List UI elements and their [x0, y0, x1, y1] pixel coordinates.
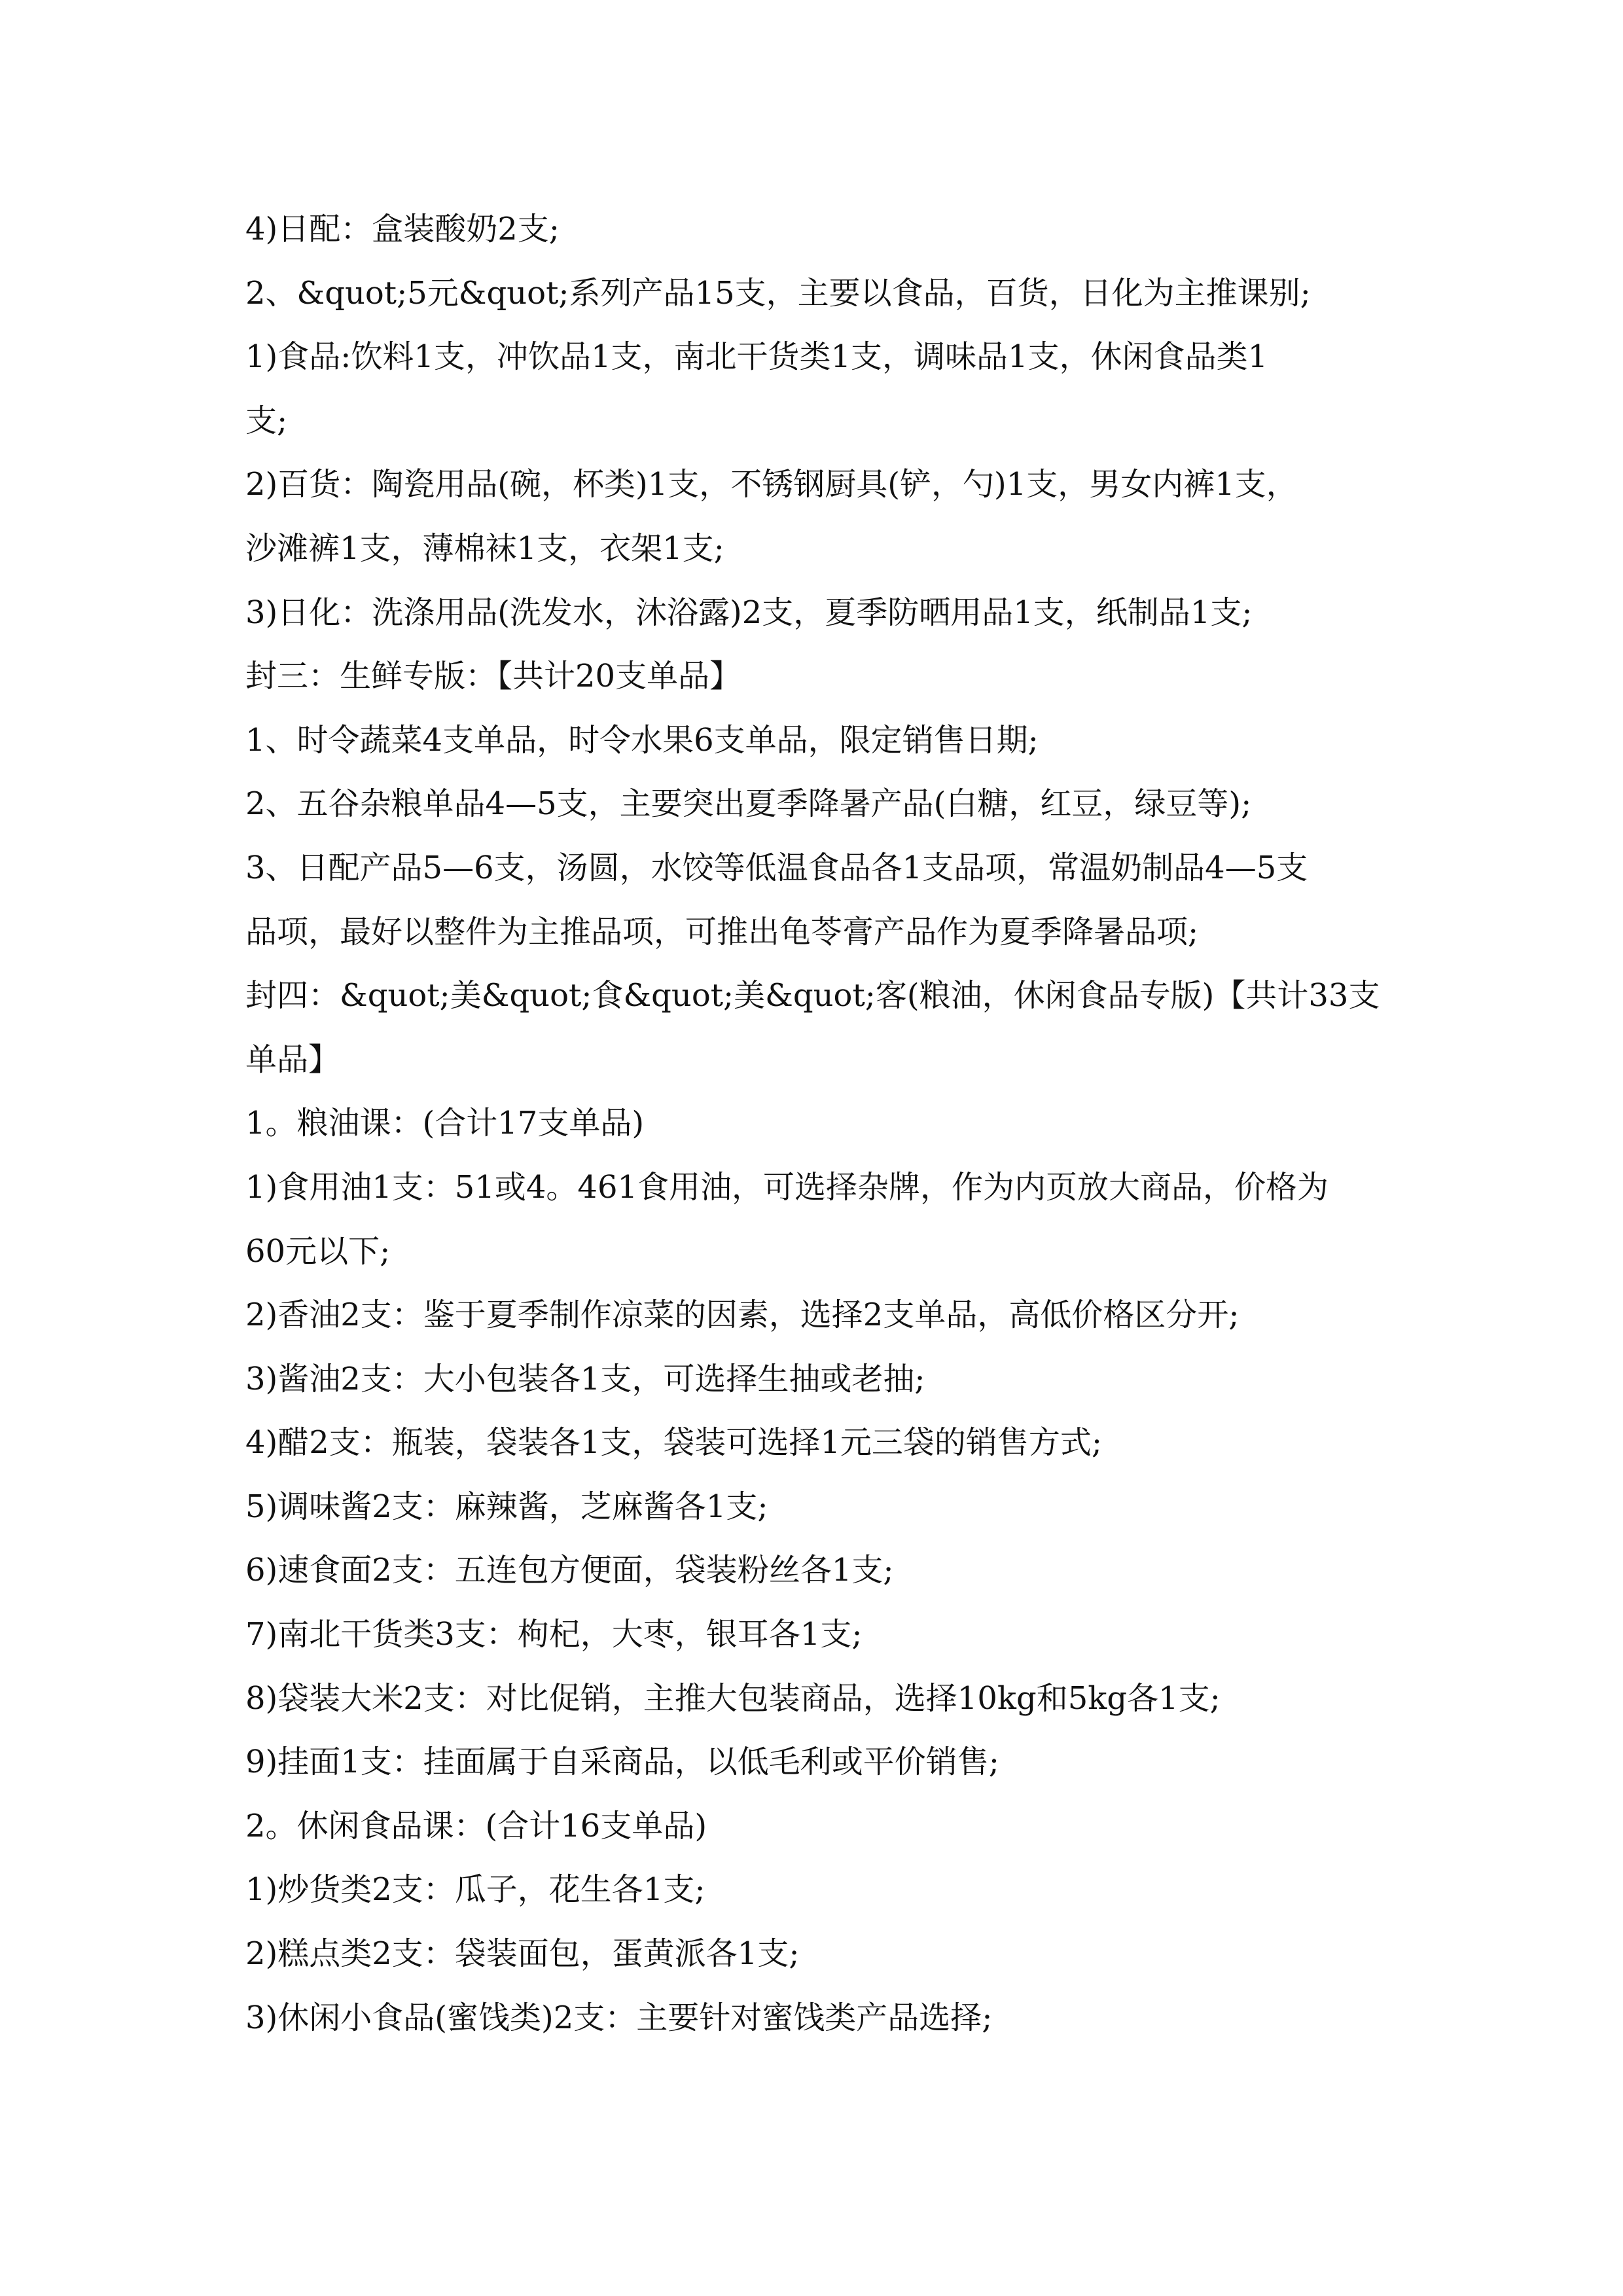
text-line: 4)醋2支：瓶装，袋装各1支，袋装可选择1元三袋的销售方式;	[245, 1424, 1103, 1462]
document-body	[245, 198, 1391, 2050]
subsection-heading: 1。粮油课：(合计17支单品)	[245, 1105, 645, 1142]
text-line: 品项，最好以整件为主推品项，可推出龟苓膏产品作为夏季降暑品项;	[245, 913, 1199, 950]
text-line: 7)南北干货类3支：枸杞，大枣，银耳各1支;	[245, 1616, 863, 1653]
text-line: 1、时令蔬菜4支单品，时令水果6支单品，限定销售日期;	[245, 721, 1039, 759]
text-line: 1)炒货类2支：瓜子，花生各1支;	[245, 1871, 705, 1909]
text-line: 1)食用油1支：51或4。461食用油，可选择杂牌，作为内页放大商品，价格为	[245, 1168, 1329, 1206]
text-line: 2、五谷杂粮单品4—5支，主要突出夏季降暑产品(白糖，红豆，绿豆等);	[245, 785, 1252, 823]
text-line: 3)休闲小食品(蜜饯类)2支：主要针对蜜饯类产品选择;	[245, 1999, 993, 2036]
text-line: 4)日配：盒装酸奶2支;	[245, 211, 560, 247]
text-line: 3)日化：洗涤用品(洗发水，沐浴露)2支，夏季防晒用品1支，纸制品1支;	[245, 594, 1253, 631]
text-line: 2)香油2支：鉴于夏季制作凉菜的因素，选择2支单品，高低价格区分开;	[245, 1297, 1240, 1334]
text-line: 支;	[245, 402, 288, 439]
section-heading: 封四：&quot;美&quot;食&quot;美&quot;客(粮油，休闲食品专版)【共计33支	[245, 977, 1380, 1014]
text-line: 8)袋装大米2支：对比促销，主推大包装商品，选择10kg和5kg各1支;	[245, 1679, 1221, 1717]
text-line: 9)挂面1支：挂面属于自采商品，以低毛利或平价销售;	[245, 1744, 999, 1781]
text-line: 2)百货：陶瓷用品(碗，杯类)1支，不锈钢厨具(铲，勺)1支，男女内裤1支，	[245, 466, 1298, 503]
text-line: 3)酱油2支：大小包装各1支，可选择生抽或老抽;	[245, 1360, 925, 1397]
text-line: 5)调味酱2支：麻辣酱，芝麻酱各1支;	[245, 1488, 768, 1525]
text-line: 1)食品:饮料1支，冲饮品1支，南北干货类1支，调味品1支，休闲食品类1	[245, 338, 1268, 376]
text-line: 2、&quot;5元&quot;系列产品15支，主要以食品，百货，日化为主推课别;	[245, 274, 1311, 312]
text-line: 6)速食面2支：五连包方便面，袋装粉丝各1支;	[245, 1552, 894, 1589]
text-line: 3、日配产品5—6支，汤圆，水饺等低温食品各1支品项，常温奶制品4—5支	[245, 849, 1308, 886]
text-line: 2)糕点类2支：袋装面包，蛋黄派各1支;	[245, 1935, 800, 1973]
text-line: 60元以下;	[245, 1232, 391, 1270]
subsection-heading: 2。休闲食品课：(合计16支单品)	[245, 1807, 707, 1844]
text-line: 沙滩裤1支，薄棉袜1支，衣架1支;	[245, 529, 724, 567]
text-line: 单品】	[245, 1041, 340, 1078]
section-heading: 封三：生鲜专版：【共计20支单品】	[245, 658, 741, 695]
